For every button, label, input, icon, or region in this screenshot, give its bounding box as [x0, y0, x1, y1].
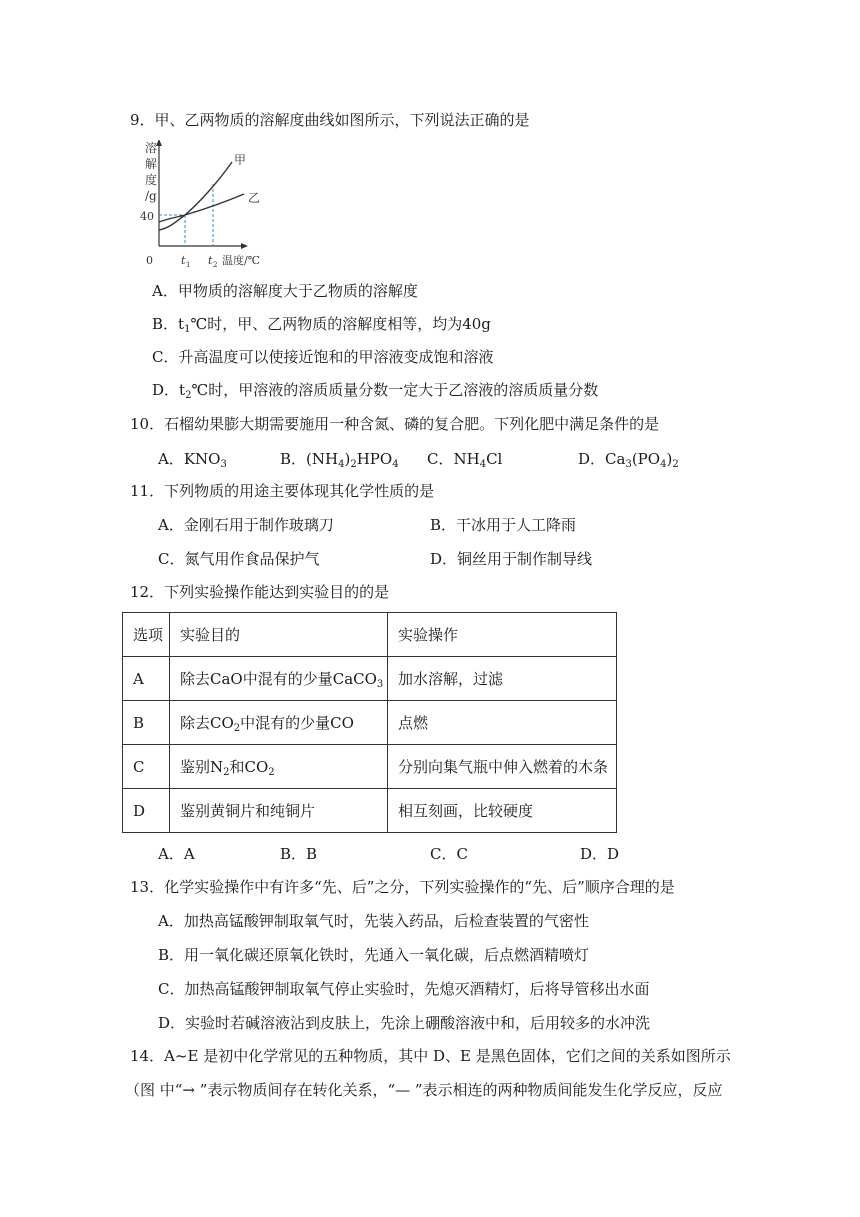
table-header-row: [123, 613, 617, 657]
table-row: [123, 745, 617, 789]
graph-t2-sub: 2: [213, 261, 218, 269]
q12-option-b[interactable]: B．B: [280, 845, 318, 863]
row-a-goal-sub: 3: [376, 679, 384, 690]
row-a-goal: [170, 657, 388, 701]
q9-option-d[interactable]: [152, 380, 598, 400]
q10-a-pre: A．KNO: [158, 450, 221, 468]
graph-y-tick-40: 40: [140, 210, 154, 223]
q13-option-b[interactable]: B．用一氧化碳还原氧化铁时，先通入一氧化碳，后点燃酒精喷灯: [158, 946, 590, 964]
header-operation: 实验操作: [388, 613, 617, 657]
q11-option-d[interactable]: D．铜丝用于制作制导线: [430, 550, 593, 568]
q13-stem: 13．化学实验操作中有许多“先、后”之分，下列实验操作的“先、后”顺序合理的是: [130, 878, 675, 896]
q10-b-mid: ): [344, 450, 351, 468]
q9-d-post: ℃时，甲溶液的溶质质量分数一定大于乙溶液的溶质质量分数: [191, 381, 599, 399]
q10-option-b[interactable]: [280, 449, 399, 469]
curve-jia-label: 甲: [234, 153, 247, 167]
table-row: [123, 657, 617, 701]
q14-stem-line2: （图 中“→ ”表示物质间存在转化关系，“— ”表示相连的两种物质间能发生化学反应，反应: [125, 1081, 723, 1099]
q14-stem-line1: 14．A~E 是初中化学常见的五种物质，其中 D、E 是黑色固体，它们之间的关系如图所示: [130, 1047, 731, 1065]
q10-c-pre: C．NH: [427, 450, 480, 468]
graph-t1-sub: 1: [186, 261, 191, 269]
row-c-operation: 分别向集气瓶中伸入燃着的木条: [388, 745, 617, 789]
row-c-goal-pre: 鉴别N: [180, 758, 224, 776]
q10-b-sub1: 4: [338, 459, 345, 470]
q10-option-d[interactable]: [578, 449, 679, 469]
row-d-option: D: [123, 789, 170, 833]
q10-d-mid: (PO: [631, 450, 661, 468]
q10-d-sub1: 3: [625, 459, 632, 470]
q9-b-post: ℃时，甲、乙两物质的溶解度相等，均为40g: [190, 315, 491, 333]
q10-option-c[interactable]: [427, 449, 502, 469]
q13-option-c[interactable]: C．加热高锰酸钾制取氧气停止实验时，先熄灭酒精灯，后将导管移出水面: [158, 980, 650, 998]
q10-option-a[interactable]: [158, 449, 227, 469]
q9-d-sub: 2: [185, 390, 192, 401]
row-c-goal-sub2: 2: [268, 767, 275, 778]
q12-option-a[interactable]: A．A: [158, 845, 195, 863]
row-b-option: B: [123, 701, 170, 745]
row-d-goal: 鉴别黄铜片和纯铜片: [170, 789, 388, 833]
q10-c-post: Cl: [486, 450, 503, 468]
q10-a-sub: 3: [220, 459, 227, 470]
q12-table: [122, 612, 617, 833]
q10-stem: 10．石榴幼果膨大期需要施用一种含氮、磷的复合肥。下列化肥中满足条件的是: [130, 415, 660, 433]
graph-ylabel-4: /g: [145, 189, 157, 203]
curve-jia: [159, 162, 232, 230]
q9-option-a[interactable]: A．甲物质的溶解度大于乙物质的溶解度: [152, 282, 418, 300]
q10-b-sub2: 2: [350, 459, 357, 470]
row-c-goal-post: 和CO: [229, 758, 269, 776]
graph-t1: t: [181, 254, 186, 267]
q10-b-post: HPO: [356, 450, 393, 468]
q13-option-a[interactable]: A．加热高锰酸钾制取氧气时，先装入药品，后检查装置的气密性: [158, 912, 589, 930]
q11-stem: 11．下列物质的用途主要体现其化学性质的是: [130, 482, 435, 500]
row-c-goal-sub: 2: [223, 767, 230, 778]
q10-c-sub: 4: [479, 459, 487, 470]
q11-option-a[interactable]: A．金刚石用于制作玻璃刀: [158, 516, 334, 534]
graph-x-arrow: [241, 243, 248, 249]
row-b-operation: 点燃: [388, 701, 617, 745]
row-b-goal-pre: 除去CO: [180, 714, 234, 732]
q9-option-c[interactable]: C．升高温度可以使接近饱和的甲溶液变成饱和溶液: [152, 348, 494, 366]
q10-d-pre: D．Ca: [578, 450, 626, 468]
q11-option-b[interactable]: B．干冰用于人工降雨: [430, 516, 577, 534]
graph-t2: t: [208, 254, 213, 267]
graph-xlabel: 温度/℃: [222, 254, 261, 267]
q10-b-pre: B．(NH: [280, 450, 339, 468]
table-row: [123, 701, 617, 745]
row-b-goal: [170, 701, 388, 745]
header-option: 选项: [123, 613, 170, 657]
q12-option-d[interactable]: D．D: [580, 845, 620, 863]
q10-d-mid2: ): [666, 450, 673, 468]
q11-option-c[interactable]: C．氮气用作食品保护气: [158, 550, 320, 568]
q9-option-b[interactable]: [152, 314, 491, 334]
q9-b-sub: 1: [184, 324, 191, 335]
graph-origin: 0: [146, 254, 153, 267]
graph-ylabel-2: 解: [145, 157, 158, 171]
table-row: [123, 789, 617, 833]
row-b-goal-sub: 2: [233, 723, 241, 734]
q9-b-pre: B．t: [152, 315, 185, 333]
row-a-option: A: [123, 657, 170, 701]
q9-stem: 9．甲、乙两物质的溶解度曲线如图所示，下列说法正确的是: [130, 111, 530, 129]
q9-d-pre: D．t: [152, 381, 186, 399]
q13-option-d[interactable]: D．实验时若碱溶液沾到皮肤上，先涂上硼酸溶液中和，后用较多的水冲洗: [158, 1014, 651, 1032]
header-goal: 实验目的: [170, 613, 388, 657]
q10-d-sub2: 4: [660, 459, 667, 470]
row-a-goal-pre: 除去CaO中混有的少量CaCO: [180, 670, 377, 688]
q10-b-sub3: 4: [392, 459, 399, 470]
row-c-goal: [170, 745, 388, 789]
q10-d-sub3: 2: [672, 459, 679, 470]
row-a-operation: 加水溶解，过滤: [388, 657, 617, 701]
curve-yi-label: 乙: [248, 191, 261, 205]
row-c-option: C: [123, 745, 170, 789]
row-b-goal-post: 中混有的少量CO: [240, 714, 354, 732]
graph-ylabel-1: 溶: [145, 141, 158, 155]
graph-ylabel-3: 度: [145, 173, 158, 187]
curve-yi: [159, 194, 244, 222]
q12-stem: 12．下列实验操作能达到实验目的的是: [130, 583, 390, 601]
row-d-operation: 相互刻画，比较硬度: [388, 789, 617, 833]
q12-option-c[interactable]: C．C: [430, 845, 468, 863]
solubility-curve-figure: [140, 140, 275, 272]
